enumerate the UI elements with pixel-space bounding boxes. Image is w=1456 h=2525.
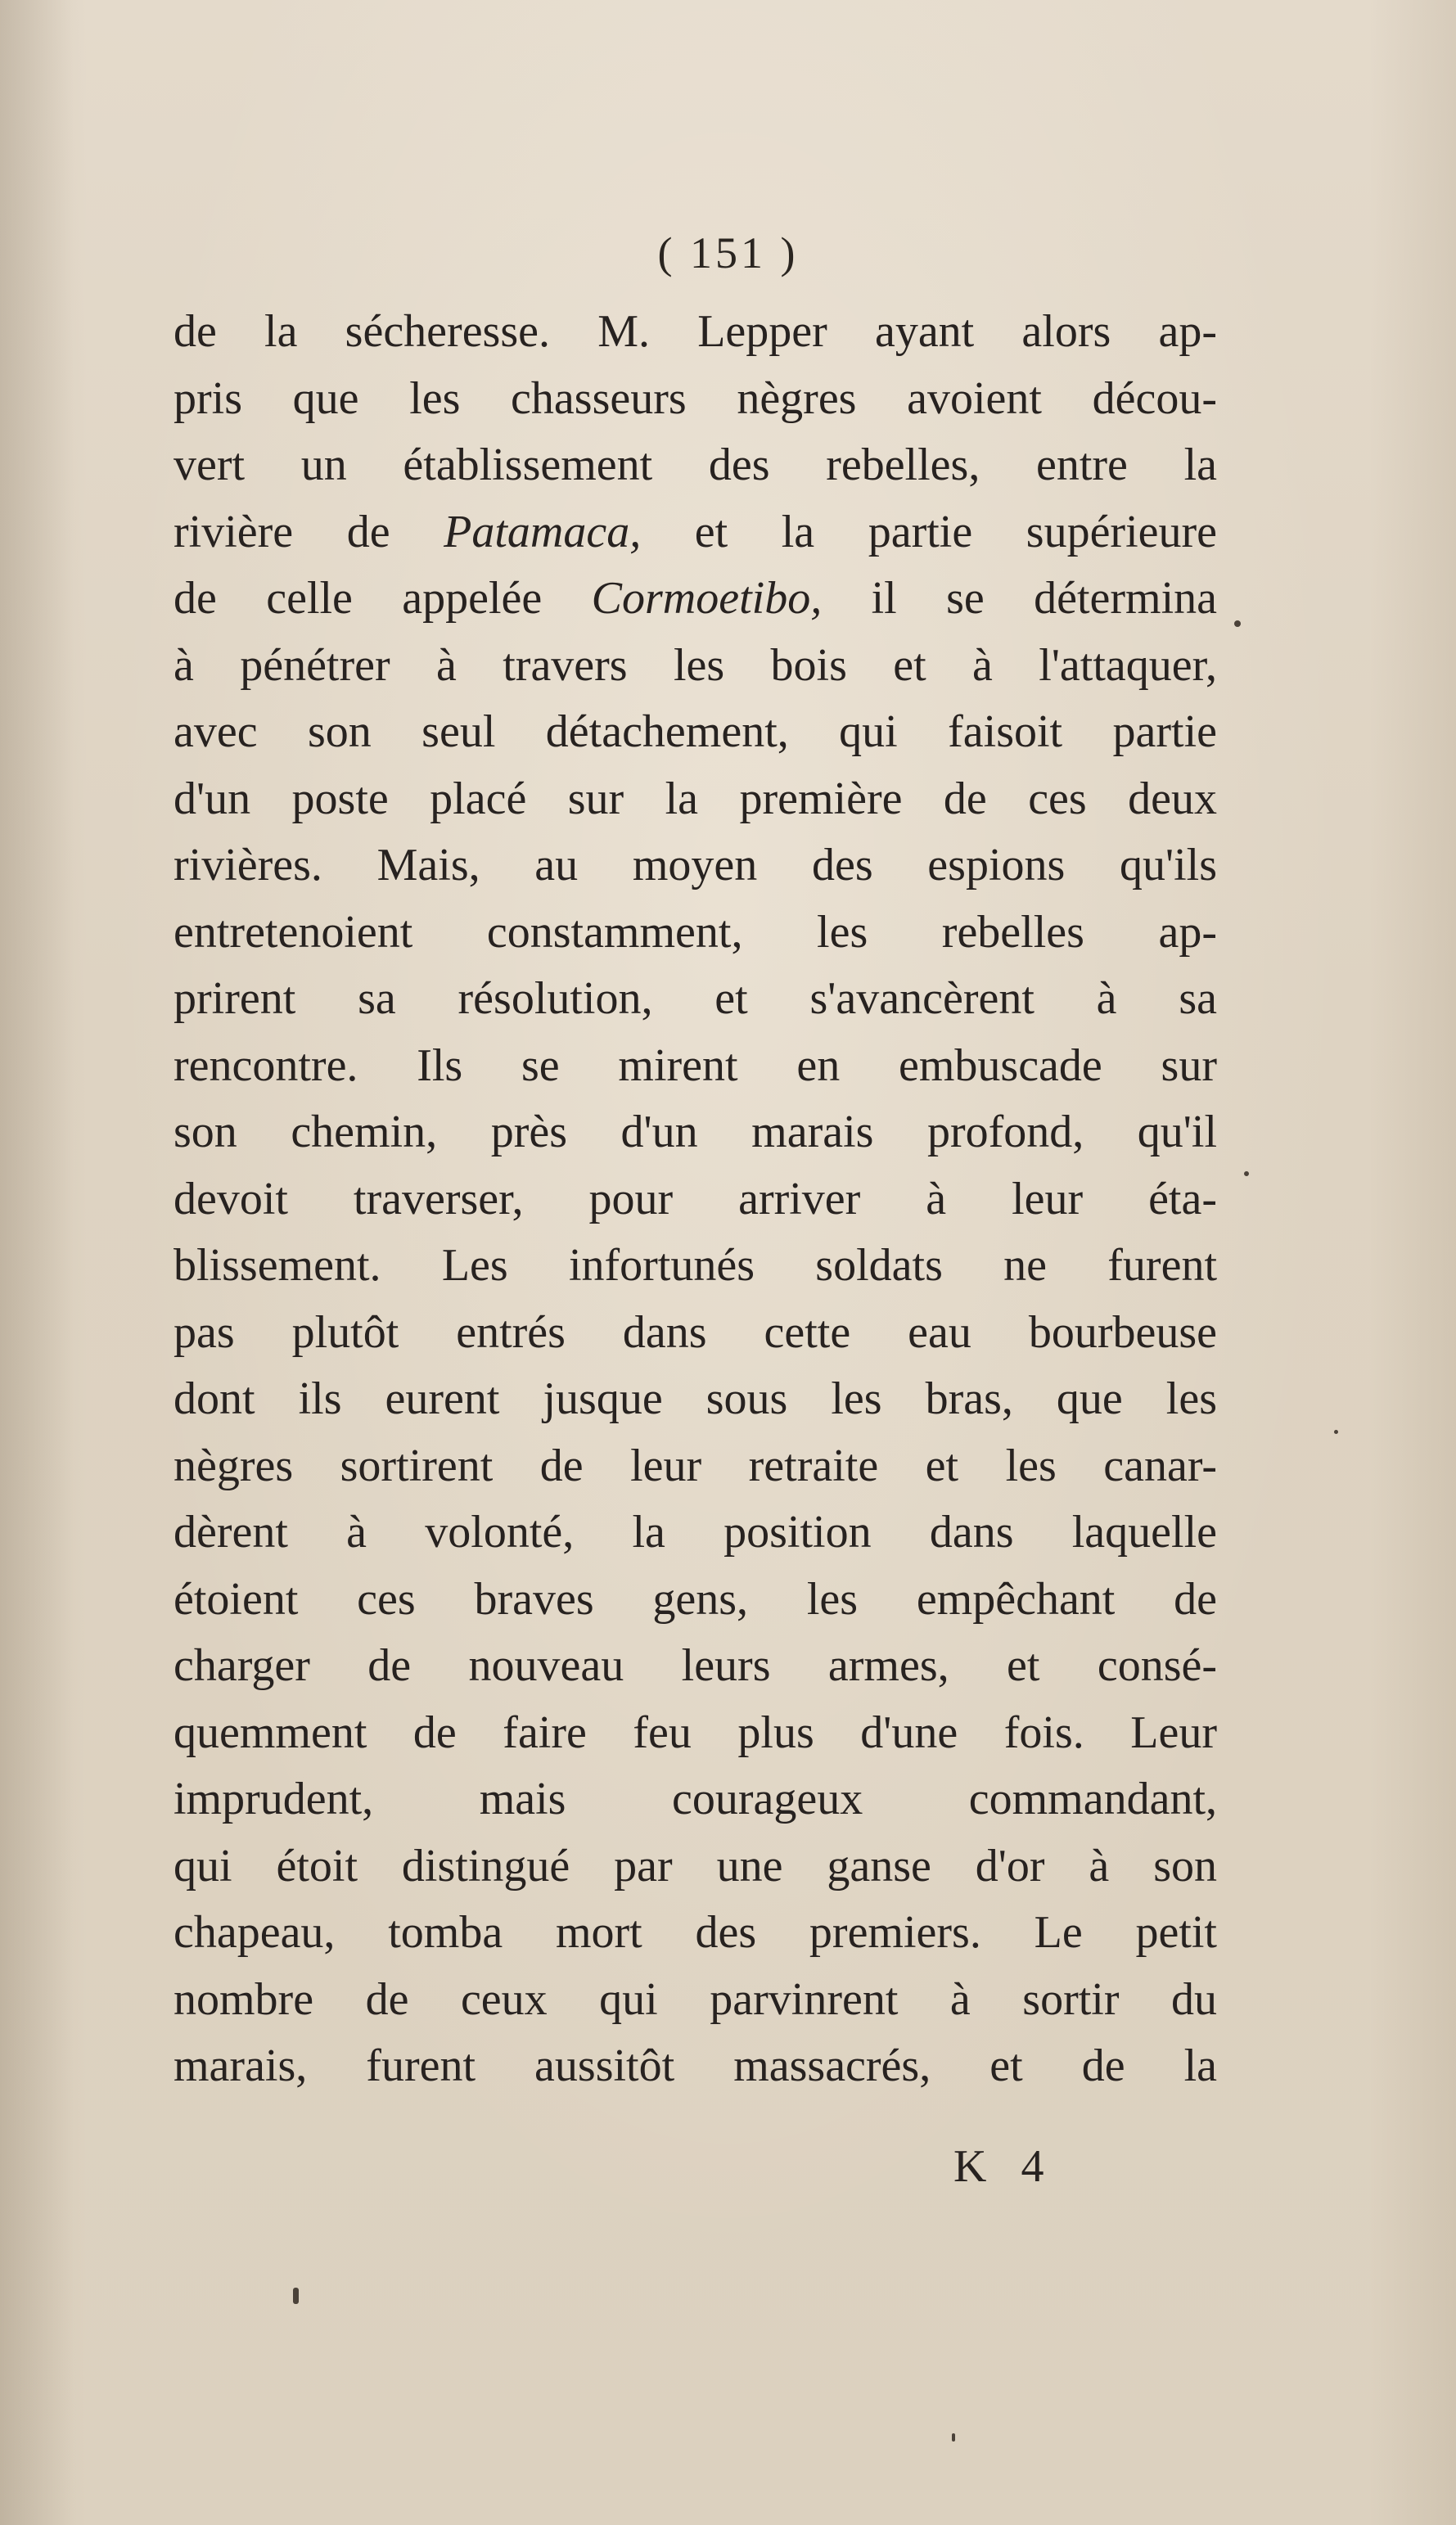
paper-speck	[293, 2288, 299, 2304]
italic-place-name: Cormoetibo,	[591, 573, 823, 624]
text-line: dont ils eurent jusque sous les bras, que les	[174, 1373, 1217, 1424]
text-line: qui étoit distingué par une ganse d'or à son	[174, 1840, 1217, 1891]
text-line: son chemin, près d'un marais profond, qu'il	[174, 1107, 1217, 1157]
text-line: charger de nouveau leurs armes, et consé-	[174, 1640, 1217, 1691]
text-run: il se détermina	[822, 573, 1217, 624]
text-line: vert un établissement des rebelles, entre la	[174, 440, 1217, 490]
text-line: entretenoient constamment, les rebelles ap-	[174, 906, 1217, 958]
body-text	[174, 299, 1217, 2100]
text-line: dèrent à volonté, la position dans laquelle	[174, 1507, 1217, 1558]
page-fold-shadow	[0, 0, 74, 2525]
text-line: blissement. Les infortunés soldats ne furent	[174, 1240, 1217, 1291]
page-number: ( 151 )	[657, 228, 799, 277]
text-line: étoient ces braves gens, les empêchant de	[174, 1573, 1217, 1625]
text-line: nègres sortirent de leur retraite et les canar-	[174, 1440, 1217, 1491]
signature-mark: K 4	[953, 2141, 1056, 2192]
text-line: avec son seul détachement, qui faisoit partie	[174, 706, 1217, 757]
paper-speck	[1334, 1430, 1338, 1434]
text-line: d'un poste placé sur la première de ces deux	[174, 773, 1217, 824]
paper-speck	[1244, 1171, 1249, 1176]
text-line	[174, 566, 1217, 633]
paper-speck	[1234, 620, 1241, 627]
text-run: rivière de	[174, 506, 444, 557]
text-line: devoit traverser, pour arriver à leur éta-	[174, 1173, 1217, 1224]
text-line: rencontre. Ils se mirent en embuscade sur	[174, 1039, 1217, 1091]
text-run: et la partie supérieure	[641, 506, 1217, 557]
text-line: à pénétrer à travers les bois et à l'attaquer,	[174, 639, 1217, 691]
text-line: rivières. Mais, au moyen des espions qu'ils	[174, 840, 1217, 891]
text-line: nombre de ceux qui parvinrent à sortir du	[174, 1973, 1217, 2025]
paper-speck	[952, 2433, 955, 2442]
text-line	[174, 499, 1217, 566]
text-line: chapeau, tomba mort des premiers. Le petit	[174, 1907, 1217, 1958]
text-line: pas plutôt entrés dans cette eau bourbeuse	[174, 1306, 1217, 1358]
text-line: marais, furent aussitôt massacrés, et de la	[174, 2040, 1217, 2091]
text-run: de celle appelée	[174, 573, 592, 624]
italic-place-name: Patamaca,	[444, 506, 642, 557]
text-line: quemment de faire feu plus d'une fois. Leur	[174, 1707, 1217, 1758]
text-line: imprudent, mais courageux commandant,	[174, 1774, 1217, 1824]
text-line: prirent sa résolution, et s'avancèrent à sa	[174, 973, 1217, 1024]
text-line: pris que les chasseurs nègres avoient décou-	[174, 372, 1217, 424]
text-line: de la sécheresse. M. Lepper ayant alors ap-	[174, 306, 1217, 357]
